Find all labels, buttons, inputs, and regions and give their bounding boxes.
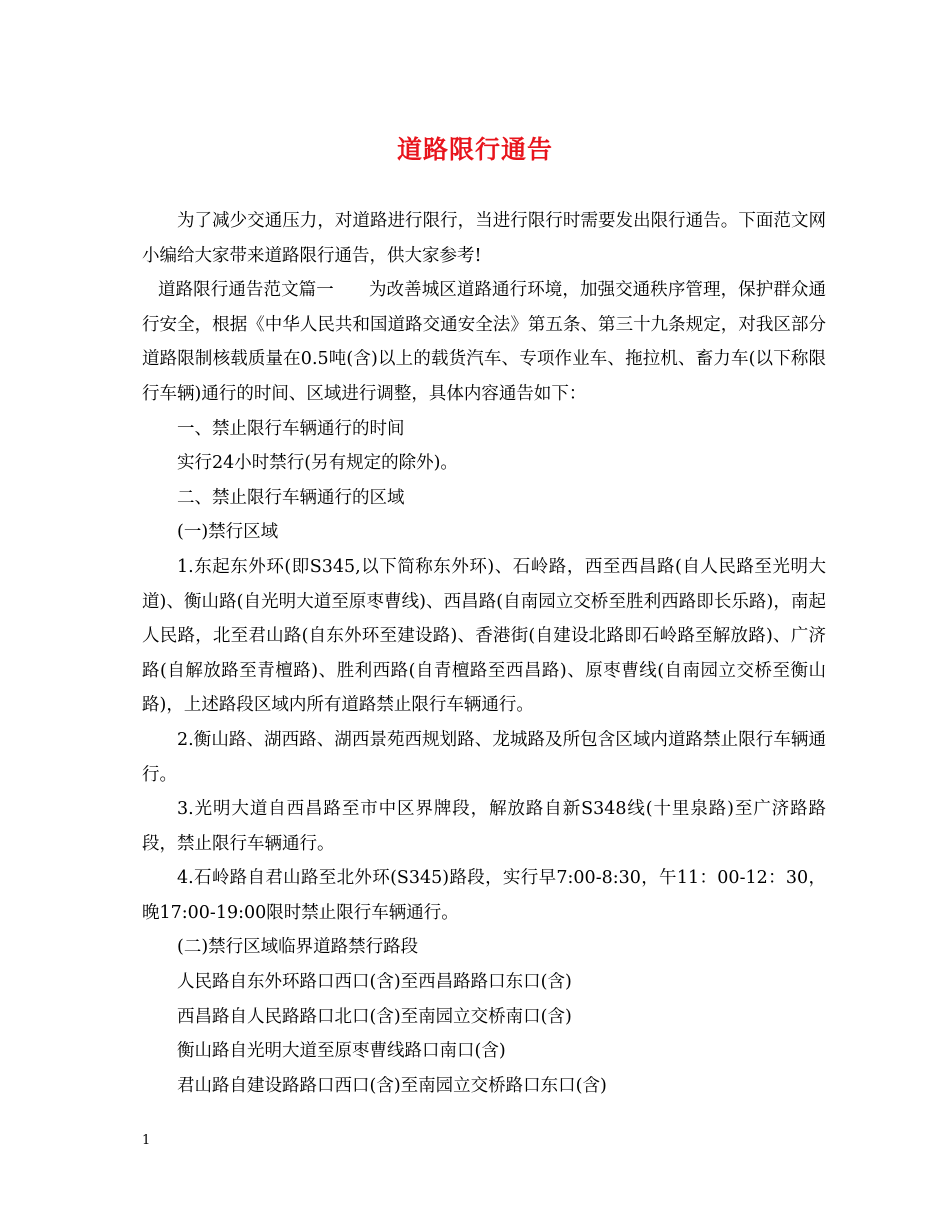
page-number: 1 <box>142 1133 151 1148</box>
body-paragraph: 君山路自建设路路口西口(含)至南园立交桥路口东口(含) <box>177 1075 607 1096</box>
body-paragraph: 一、禁止限行车辆通行的时间 <box>177 418 405 439</box>
body-paragraph: 实行24小时禁行(另有规定的除外)。 <box>177 453 458 474</box>
body-paragraph: 人民路自东外环路口西口(含)至西昌路路口东口(含) <box>177 972 572 993</box>
body-paragraph: (二)禁行区域临界道路禁行路段 <box>177 937 419 958</box>
body-paragraph: 道路限行通告范文篇一 为改善城区道路通行环境，加强交通秩序管理，保护群众通行安全，根据《中华人民共和国道路交通安全法》第五条、第三十九条规定，对我区部分道路限制核载质量在0.5吨(含)以上的载货汽车、专项作业车、拖拉机、畜力车(以下称限行车辆)通行的时间、区域进行调整，具体内容通告如下： <box>142 280 826 404</box>
body-paragraph: (一)禁行区域 <box>177 522 279 543</box>
body-paragraph: 4.石岭路自君山路至北外环(S345)路段，实行早7:00-8:30，午11：00-12：30，晚17:00-19:00限时禁止限行车辆通行。 <box>142 868 826 923</box>
body-paragraph: 二、禁止限行车辆通行的区域 <box>177 487 405 508</box>
body-paragraph: 2.衡山路、湖西路、湖西景苑西规划路、龙城路及所包含区域内道路禁止限行车辆通行。 <box>142 729 826 785</box>
body-paragraph: 1.东起东外环(即S345,以下简称东外环)、石岭路，西至西昌路(自人民路至光明大道)、衡山路(自光明大道至原枣曹线)、西昌路(自南园立交桥至胜利西路即长乐路)，南起人民路，北至君山路(自东外环至建设路)、香港街(自建设北路即石岭路至解放路)、广济路(自解放路至青檀路)、胜利西路(自青檀路至西昌路)、原枣曹线(自南园立交桥至衡山路)，上述路段区域内所有道路禁止限行车辆通行。 <box>142 556 826 716</box>
body-paragraph: 衡山路自光明大道至原枣曹线路口南口(含) <box>177 1041 506 1062</box>
body-paragraph: 3.光明大道自西昌路至市中区界牌段，解放路自新S348线(十里泉路)至广济路路段，禁止限行车辆通行。 <box>142 799 826 854</box>
body-paragraph: 为了减少交通压力，对道路进行限行，当进行限行时需要发出限行通告。下面范文网小编给大家带来道路限行通告，供大家参考! <box>142 211 826 266</box>
body-paragraph: 西昌路自人民路路口北口(含)至南园立交桥南口(含) <box>177 1006 572 1027</box>
document-body <box>142 204 826 1103</box>
document-title: 道路限行通告 <box>396 135 553 164</box>
